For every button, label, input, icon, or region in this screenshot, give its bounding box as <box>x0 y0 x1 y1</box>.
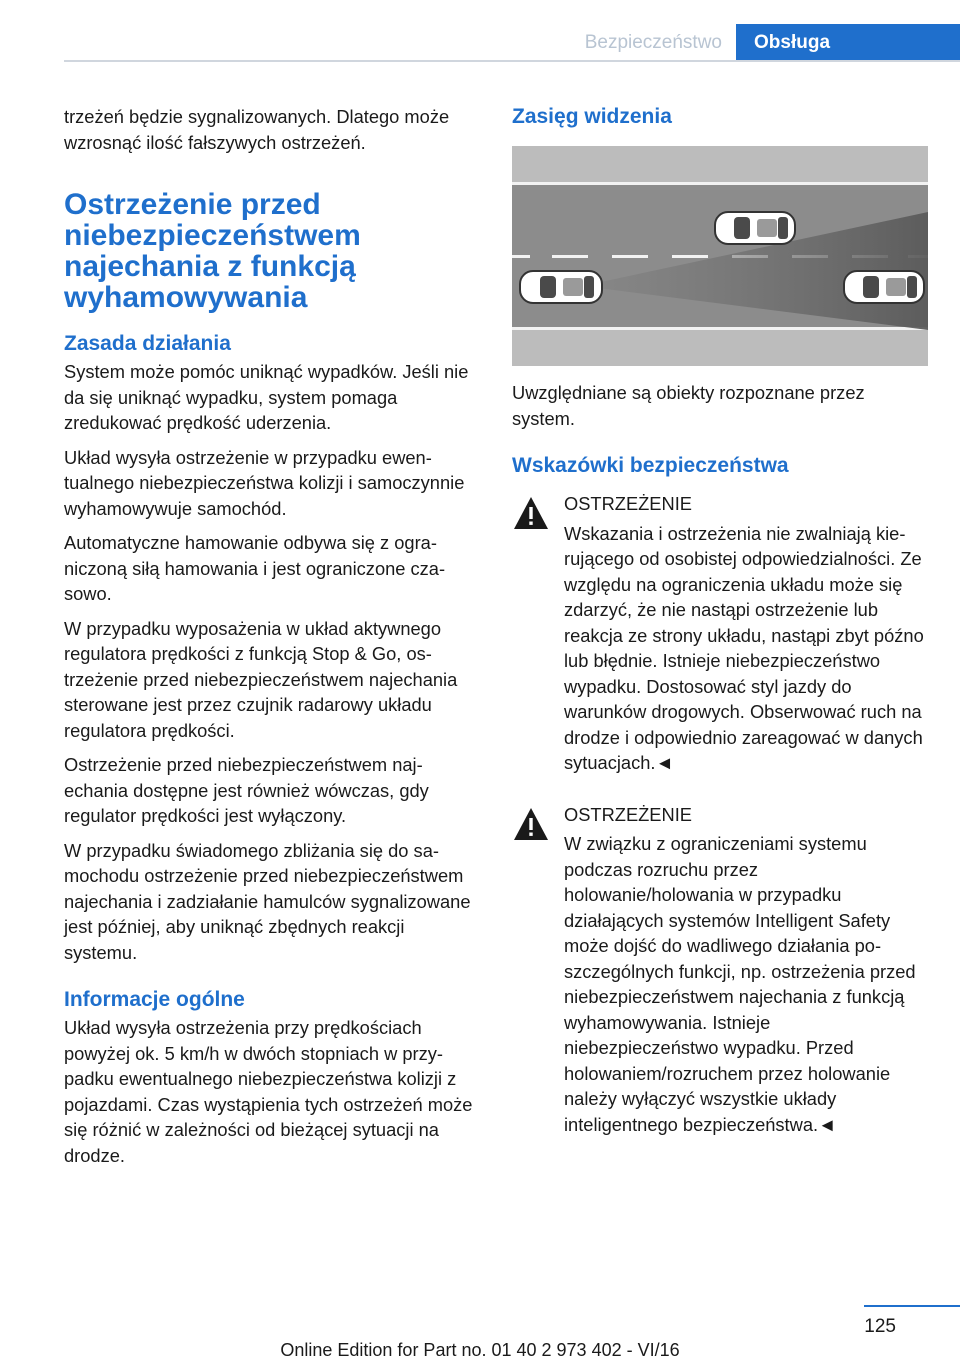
safety-heading: Wskazówki bezpieczeństwa <box>512 454 789 477</box>
figure-caption: Uwzględniane są obiekty rozpoznane przez system. <box>512 382 865 429</box>
warning-triangle-icon <box>512 806 550 842</box>
principle-paragraph-5: Ostrzeżenie przed niebezpieczeństwem najechania dostępne jest również wówczas, gdy regulator prędkości jest wyłączony. <box>64 754 429 826</box>
own-car <box>520 271 602 303</box>
header-section-title: Bezpieczeństwo <box>584 32 722 53</box>
header-divider <box>64 60 960 62</box>
warning-block-1 <box>512 491 928 776</box>
warning-triangle-icon <box>512 495 550 531</box>
general-paragraph: Układ wysyła ostrzeżenia przy prędkościach powyżej ok. 5 km/h w dwóch stopniach w przypadku ewentualnego niebezpieczeństwa kolizji z pojazdami. Czas wystąpienia tych ostrzeżeń może się różnić w zależności od bieżącej sytuacji na drodze. <box>64 1017 473 1166</box>
edition-note: Online Edition for Part no. 01 40 2 973 402 - VI/16 <box>280 1340 680 1360</box>
footer-divider <box>864 1305 960 1307</box>
car-ahead-same-lane <box>844 271 924 303</box>
general-heading: Informacje ogólne <box>64 988 245 1011</box>
road-edge-top <box>512 182 928 185</box>
right-column <box>512 104 928 1163</box>
principle-paragraph-1: System może pomóc uniknąć wypadków. Jeśli nie da się uniknąć wypadku, system pomaga zredukować prędkość uderzenia. <box>64 361 469 433</box>
principle-paragraph-2: Układ wysyła ostrzeżenie w przypadku ewentualnego niebezpieczeństwa kolizji i samoczynnie wyhamowywuje samochód. <box>64 446 465 519</box>
warning-body: W związku z ograniczeniami systemu podczas rozruchu przez holowanie/holowania w przypadku działających systemów Intelligent Safety może dojść do wadliwego działania poszczególnych funkcji, np. ostrzeżenia przed niebezpieczeństwem najechania z funkcją wyhamowywania. Istnieje niebezpieczeństwo wypadku. Przed holowaniem/rozruchem przez holowanie należy wyłączyć wszystkie układy inteligentnego bezpieczeństwa.◄ <box>564 833 916 1135</box>
principle-paragraph-6: W przypadku świadomego zbliżania się do samochodu ostrzeżenie przed niebezpieczeństwem najechania i zadziałanie hamulców sygnalizowane jest później, aby uniknąć zbędnych reakcji systemu. <box>64 839 471 963</box>
warning-block-2 <box>512 802 928 1138</box>
warning-title: OSTRZEŻENIE <box>564 493 692 514</box>
range-heading: Zasięg widzenia <box>512 105 672 128</box>
page-number: 125 <box>864 1316 896 1337</box>
principle-heading: Zasada działania <box>64 332 231 355</box>
continued-paragraph: trzeżeń będzie sygnalizowanych. Dlatego może wzrosnąć ilość fałszywych ostrzeżeń. <box>64 106 450 153</box>
warning-body-lead: Wskazania i ostrzeżenia nie zwalniają kierującego od osobistej odpowiedzialności. Ze względu na ograniczenia układu może się zdarzyć, że nie nastąpi ostrzeżenie lub reakcja ze strony układu, nastąpi zbyt późno lub błędnie. Istnieje niebezpieczeństwo wypadku. Dostosować styl jazdy do warunków drogowych. Obserwować ruch na drodze i odpowiednio zareagować w danych sytuacjach.◄ <box>564 522 924 773</box>
left-column <box>64 104 478 1177</box>
road-edge-bottom <box>512 327 928 330</box>
detection-range-figure <box>512 146 928 366</box>
warning-title: OSTRZEŻENIE <box>564 803 692 825</box>
principle-paragraph-4: W przypadku wyposażenia w układ aktywnego regulatora prędkości z funkcją Stop & Go, ostrzeżenie przed niebezpieczeństwem najechania sterowane jest przez czujnik radarowy układu regulatora prędkości. <box>64 617 458 741</box>
principle-paragraph-3: Automatyczne hamowanie odbywa się z ograniczoną siłą hamowania i jest ograniczone czasowo. <box>64 532 446 604</box>
section-title: Ostrzeżenie przed niebezpieczeństwem najechania z funkcją wyhamowywania <box>64 188 361 314</box>
car-ahead-left-lane <box>715 212 795 244</box>
header-chapter-tab[interactable]: Obsługa <box>736 24 960 62</box>
